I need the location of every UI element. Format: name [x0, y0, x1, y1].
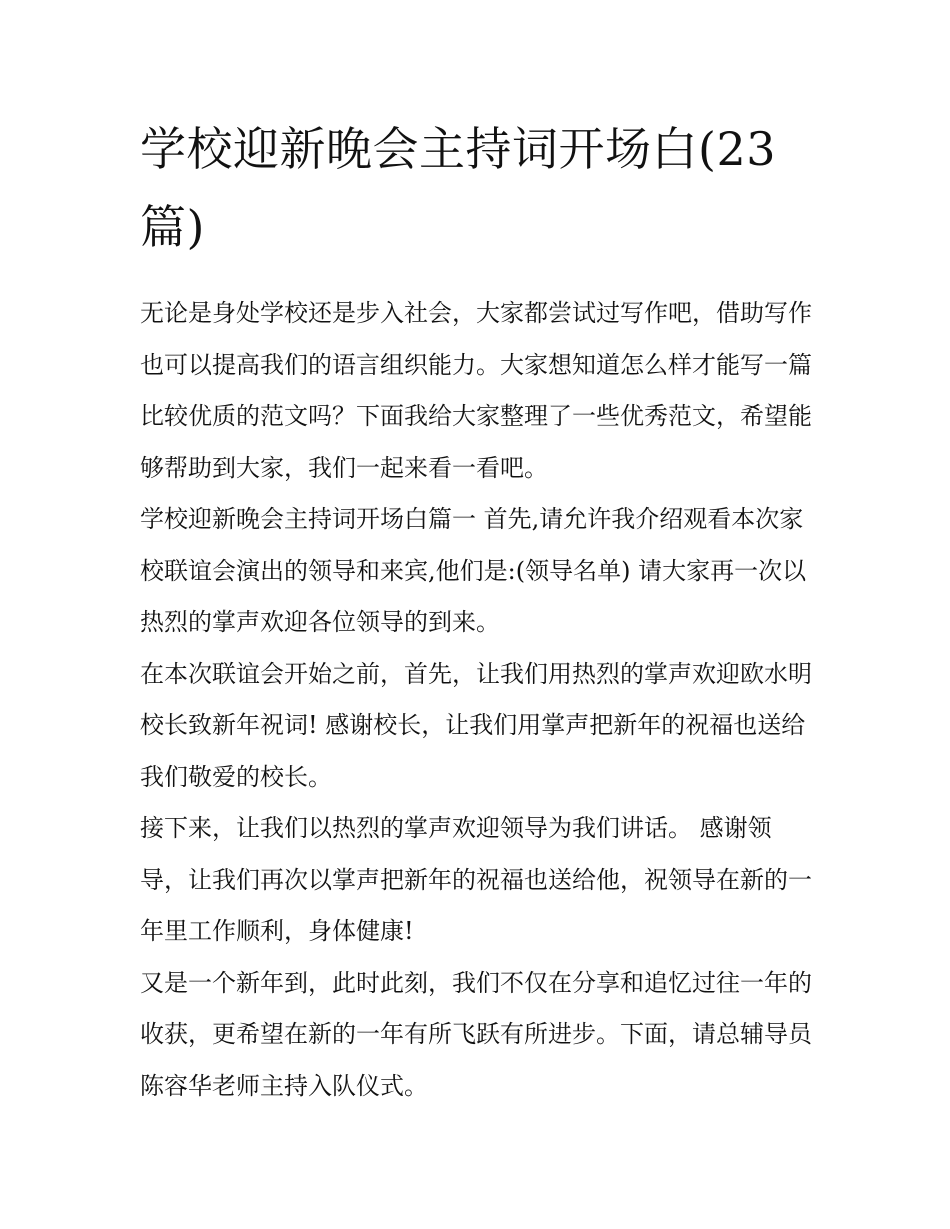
document-body: [140, 288, 812, 1112]
document-title: 学校迎新晚会主持词开场白(23篇): [140, 122, 776, 254]
paragraph-intro: 无论是身处学校还是步入社会，大家都尝试过写作吧，借助写作也可以提高我们的语言组织能力。大家想知道怎么样才能写一篇比较优质的范文吗？下面我给大家整理了一些优秀范文，希望能够帮助到大家，我们一起来看一看吧。: [140, 299, 812, 482]
paragraph-principal-speech: 在本次联谊会开始之前，首先，让我们用热烈的掌声欢迎欧水明校长致新年祝词! 感谢校长，让我们用掌声把新年的祝福也送给我们敬爱的校长。: [140, 659, 812, 791]
paragraph-part-one: 学校迎新晚会主持词开场白篇一 首先,请允许我介绍观看本次家校联谊会演出的领导和来宾,他们是:(领导名单) 请大家再一次以热烈的掌声欢迎各位领导的到来。: [140, 505, 807, 636]
paragraph-new-year: 又是一个新年到，此时此刻，我们不仅在分享和追忆过往一年的收获，更希望在新的一年有所飞跃有所进步。下面，请总辅导员陈容华老师主持入队仪式。: [140, 968, 812, 1100]
document-page: [140, 110, 812, 1112]
paragraph-leader-speech: 接下来，让我们以热烈的掌声欢迎领导为我们讲话。 感谢领导，让我们再次以掌声把新年的祝福也送给他，祝领导在新的一年里工作顺利，身体健康!: [140, 814, 812, 945]
